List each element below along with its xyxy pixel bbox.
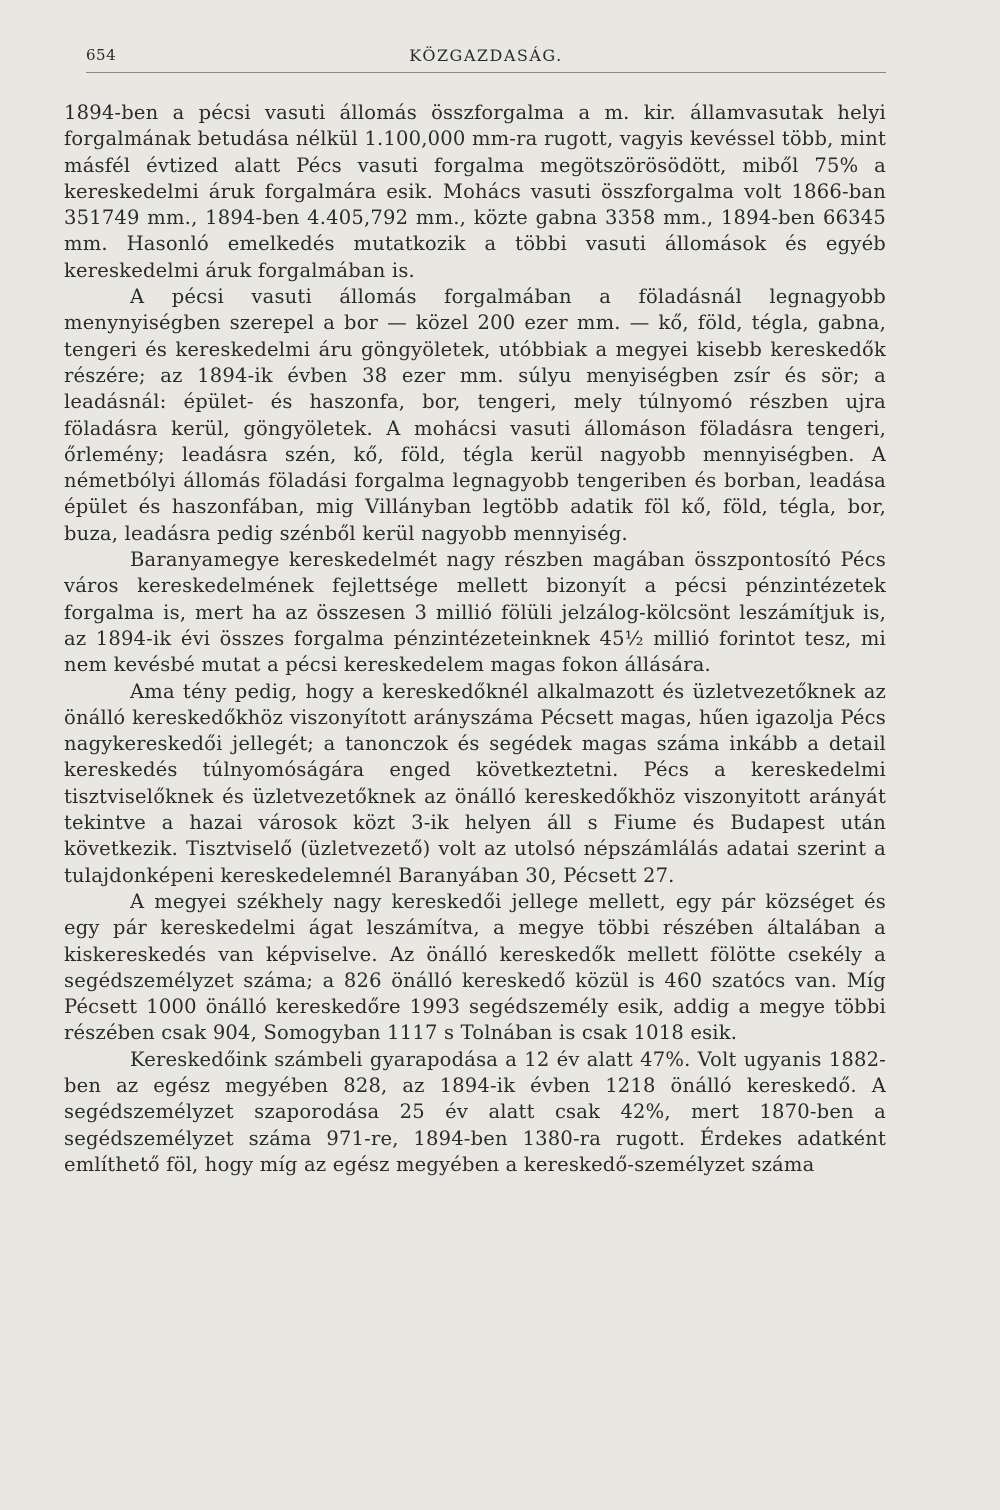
page-header bbox=[86, 40, 886, 73]
paragraph: Ama tény pedig, hogy a kereskedőknél alkalmazott és üzletvezetőknek az önálló kereskedőkhöz viszonyított arányszáma Pécsett magas, hűen igazolja Pécs nagykereskedői jellegét; a tanonczok és segédek magas száma inkább a detail kereskedés túlnyomóságára enged következtetni. Pécs a kereskedelmi tisztviselőknek és üzletvezetőknek az önálló kereskedőkhöz viszonyitott arányát tekintve a hazai városok közt 3-ik helyen áll s Fiume és Budapest után következik. Tisztviselő (üzletvezető) volt az utolsó népszámlálás adatai szerint a tulajdonképeni kereskedelemnél Baranyában 30, Pécsett 27. bbox=[64, 679, 886, 887]
paragraph: A pécsi vasuti állomás forgalmában a föladásnál legnagyobb menynyiségben szerepel a bor — közel 200 ezer mm. — kő, föld, tégla, gabna, tengeri és kereskedelmi áru göngyöletek, utóbbiak a megyei kisebb kereskedők részére; az 1894-ik évben 38 ezer mm. súlyu menyiségben zsír és sör; a leadásnál: épület- és haszonfa, bor, tengeri, mely túlnyomó részben ujra föladásra kerül, göngyöletek. A mohácsi vasuti állomáson föladásra tengeri, őrlemény; leadásra szén, kő, föld, tégla kerül nagyobb mennyiségben. A németbólyi állomás föladási forgalma legnagyobb tengeriben és borban, leadása épület és haszonfában, mig Villányban legtöbb adatik föl kő, föld, tégla, bor, buza, leadásra pedig szénből kerül nagyobb mennyiség. bbox=[64, 285, 886, 545]
body-text bbox=[64, 100, 886, 1178]
paragraph: Kereskedőink számbeli gyarapodása a 12 év alatt 47%. Volt ugyanis 1882-ben az egész megyében 828, az 1894-ik évben 1218 önálló kereskedő. A segédszemélyzet szaporodása 25 év alatt csak 42%, mert 1870-ben a segédszemélyzet száma 971-re, 1894-ben 1380-ra rugott. Érdekes adatként említhető föl, hogy míg az egész megyében a kereskedő-személyzet száma bbox=[64, 1047, 886, 1176]
running-title: KÖZGAZDASÁG. bbox=[409, 46, 563, 65]
page-number: 654 bbox=[86, 46, 117, 64]
paragraph: Baranyamegye kereskedelmét nagy részben magában összpontosító Pécs város kereskedelmének fejlettsége mellett bizonyít a pécsi pénzintézetek forgalma is, mert ha az összesen 3 millió fölüli jelzálog-kölcsönt leszámítjuk is, az 1894-ik évi összes forgalma pénzintézeteinknek 45½ millió forintot tesz, mi nem kevésbé mutat a pécsi kereskedelem magas fokon állására. bbox=[64, 548, 886, 677]
paragraph: 1894-ben a pécsi vasuti állomás összforgalma a m. kir. államvasutak helyi forgalmának betudása nélkül 1.100,000 mm-ra rugott, vagyis kevéssel több, mint másfél évtized alatt Pécs vasuti forgalma megötszörösödött, miből 75% a kereskedelmi áruk forgalmára esik. Mohács vasuti összforgalma volt 1866-ban 351749 mm., 1894-ben 4.405,792 mm., közte gabna 3358 mm., 1894-ben 66345 mm. Hasonló emelkedés mutatkozik a többi vasuti állomások és egyéb kereskedelmi áruk forgalmában is. bbox=[64, 101, 886, 282]
paragraph: A megyei székhely nagy kereskedői jellege mellett, egy pár községet és egy pár kereskedelmi ágat leszámítva, a megye többi részében általában a kiskereskedés van képviselve. Az önálló kereskedők mellett fölötte csekély a segédszemélyzet száma; a 826 önálló kereskedő közül is 460 szatócs van. Míg Pécsett 1000 önálló kereskedőre 1993 segédszemély esik, addig a megye többi részében csak 904, Somogyban 1117 s Tolnában is csak 1018 esik. bbox=[64, 889, 886, 1045]
